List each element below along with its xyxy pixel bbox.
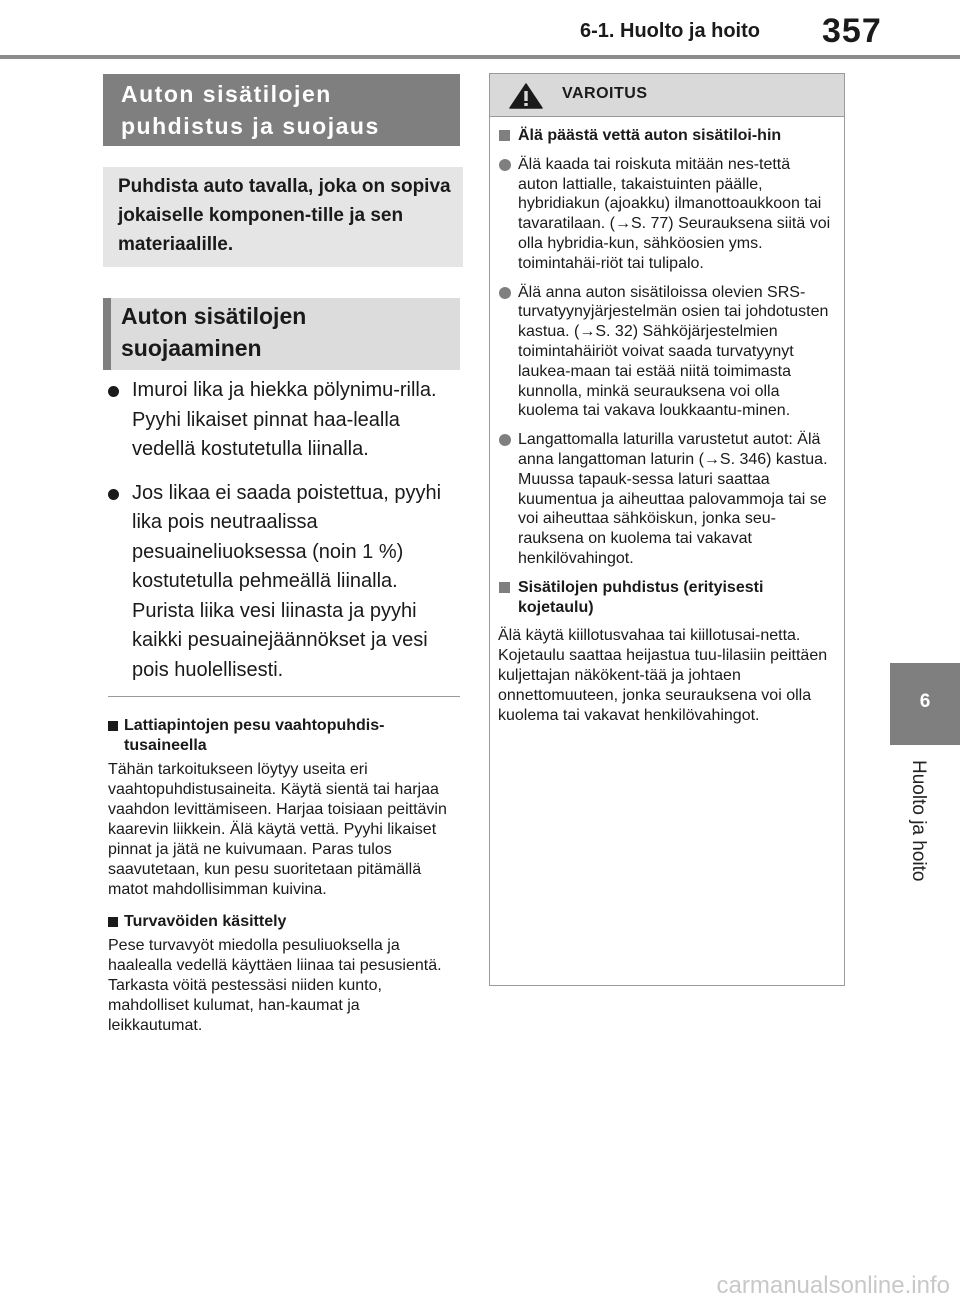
circle-bullet-icon (499, 287, 511, 299)
section-heading (108, 912, 458, 932)
warning-item (498, 283, 834, 422)
bullet-text: Jos likaa ei saada poistettua, pyyhi lika pois neutraalissa pesuaineliuoksessa (noin 1 %) kostutetulla pehmeällä liinalla. Purista liika vesi liinasta ja pyyhi kaikki pesuainejäännökset ja vesi pois huolellisesti. (132, 481, 442, 681)
warning-text: Älä käytä kiillotusvahaa tai kiillotusai-netta. Kojetaulu saattaa heijastua tuu-lilasiin peittäen kuljettajan näkökent-tää ja johtaen onnettomuuteen, jonka seurauksena voi olla kuolema tai vakavat henkilövahingot. (498, 627, 828, 725)
warning-heading-text: Älä päästä vettä auton sisätiloi-hin (518, 127, 782, 144)
section-title: 6-1. Huolto ja hoito (580, 20, 760, 42)
warning-header (490, 74, 844, 117)
warning-triangle-icon (509, 83, 543, 109)
circle-bullet-icon (499, 159, 511, 171)
warning-item (498, 155, 834, 274)
warning-box (489, 73, 845, 986)
watermark: carmanualsonline.info (716, 1272, 950, 1299)
bullet-dot-icon (108, 489, 119, 500)
bullet-item (108, 479, 458, 686)
section-heading-text: Lattiapintojen pesu vaahtopuhdis-tusaineella (124, 717, 385, 754)
square-bullet-icon (108, 721, 118, 731)
square-bullet-icon (499, 130, 510, 141)
warning-heading (498, 126, 834, 146)
warning-item-text: Älä anna auton sisätiloissa olevien SRS-turvatyynyjärjestelmän osien tai johdotusten kastua. (→S. 32) Sähköjärjestelmien toimintahäiriöt voivat saada turvatyynyt laukea-maan tai estää niitä toimimasta kunnolla, minkä seurauksena voi olla kuolema tai vakava loukkaantu-minen. (518, 283, 829, 420)
circle-bullet-icon (499, 434, 511, 446)
sub-heading: Auton sisätilojen suojaaminen (121, 303, 307, 361)
warning-item-text: Langattomalla laturilla varustetut autot: Älä anna langattoman laturin (→S. 346) kastua. Muussa tapauk-sessa laturi saattaa kuumentua ja aiheuttaa palovammoja tai se voi aiheuttaa sähköiskun, jonka seu-rauksena on kuolema tai vakavat henkilövahingot. (518, 431, 828, 567)
info-sections (108, 716, 458, 1048)
intro-text: Puhdista auto tavalla, joka on sopiva jokaiselle komponen-tille ja sen materiaalille. (118, 176, 451, 255)
page-number: 357 (822, 12, 882, 50)
bullet-text: Imuroi lika ja hiekka pölynimu-rilla. Pyyhi likaiset pinnat haa-lealla vedellä kostutetulla liinalla. (132, 379, 437, 460)
warning-item (498, 430, 834, 569)
section-heading (108, 716, 458, 756)
bullet-list (108, 376, 458, 699)
chapter-label: Huolto ja hoito (908, 760, 929, 882)
warning-heading-text: Sisätilojen puhdistus (erityisesti kojetaulu) (518, 578, 764, 616)
main-heading: Auton sisätilojen puhdistus ja suojaus (121, 81, 380, 139)
warning-heading (498, 578, 834, 618)
section-text: Tähän tarkoitukseen löytyy useita eri vaahtopuhdistusaineita. Käytä sientä tai harjaa vaahdon levittämiseen. Harjaa toisiaan peittävin kaarevin liikkein. Älä käytä vettä. Pyyhi likaiset pinnat ja jätä ne kuivumaan. Paras tulos saavutetaan, kun pesu suoritetaan pitämällä matot mahdollisimman kuivina. (108, 761, 447, 898)
header-divider (0, 55, 960, 59)
warning-body (498, 126, 834, 735)
square-bullet-icon (499, 582, 510, 593)
sub-heading-accent (103, 298, 111, 370)
bullet-dot-icon (108, 386, 119, 397)
chapter-number: 6 (919, 691, 931, 712)
section-text: Pese turvavyöt miedolla pesuliuoksella ja haalealla vedellä käyttäen liinaa tai pesusientä. Tarkasta vöitä pestessäsi niiden kunto, mahdolliset kulumat, han-kaumat ja leikkautumat. (108, 937, 442, 1034)
chapter-tab (890, 663, 960, 745)
bullet-item (108, 376, 458, 465)
section-divider (108, 696, 460, 697)
warning-item-text: Älä kaada tai roiskuta mitään nes-tettä auton lattialle, takaistuinten päälle, hybridiakun (ajoakku) ilmanottoaukkoon tai tavaratilaan. (→S. 77) Seurauksena siitä voi olla hybridia-kun, sähköosien yms. toimintahäi-riöt tai tulipalo. (518, 155, 831, 272)
section-heading-text: Turvavöiden käsittely (124, 913, 287, 930)
square-bullet-icon (108, 917, 118, 927)
warning-title: VAROITUS (562, 85, 648, 102)
